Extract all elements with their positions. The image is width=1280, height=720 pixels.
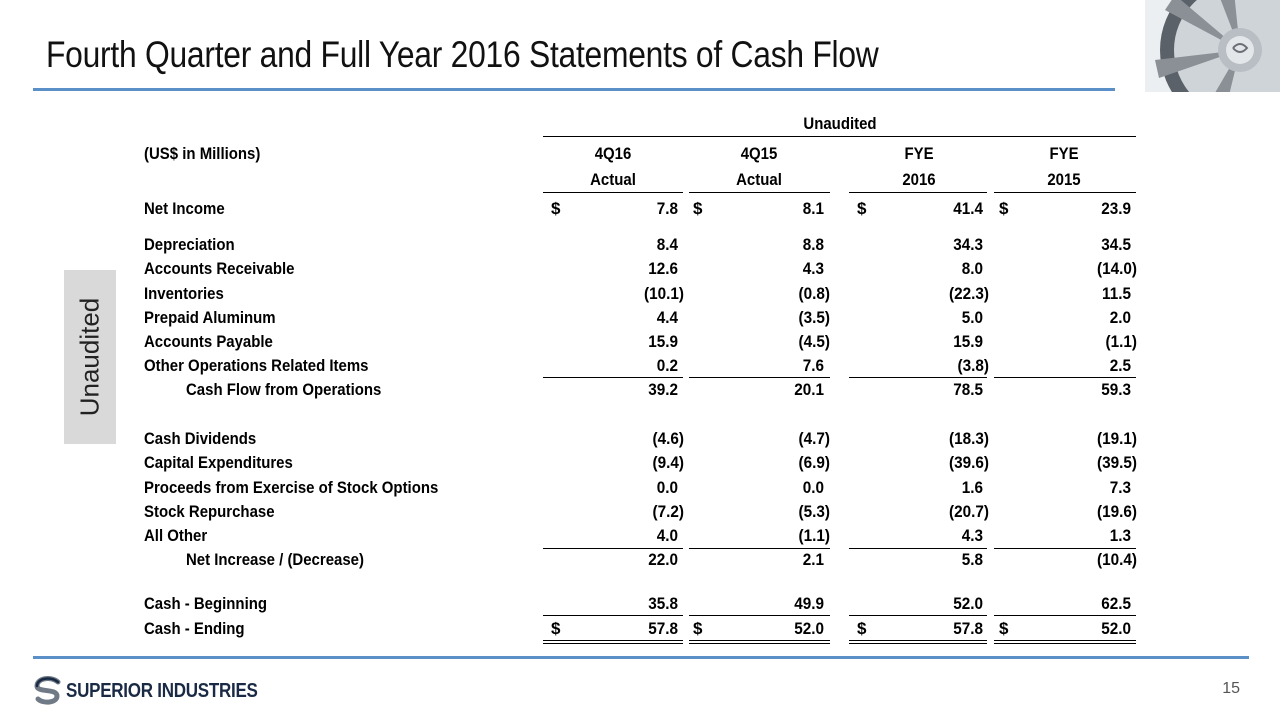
row-label: Other Operations Related Items — [144, 356, 369, 375]
column-header: FYE — [1049, 144, 1079, 163]
row-value: (1.1) — [1105, 332, 1137, 351]
subtotal-rule — [543, 548, 683, 549]
row-value: 4.0 — [656, 526, 678, 545]
row-value: 1.3 — [1109, 526, 1131, 545]
column-header: 4Q15 — [740, 144, 778, 163]
currency-symbol: $ — [857, 619, 867, 638]
row-value: 7.3 — [1109, 478, 1131, 497]
subtotal-rule — [849, 377, 987, 378]
header-underline — [543, 192, 683, 193]
row-value: (10.1) — [644, 284, 684, 303]
row-value: (4.7) — [798, 429, 830, 448]
row-value: 41.4 — [953, 199, 983, 218]
subtotal-rule — [689, 377, 830, 378]
row-label: Accounts Receivable — [144, 259, 295, 278]
subtotal-rule — [994, 377, 1136, 378]
row-value: 62.5 — [1101, 594, 1131, 613]
currency-symbol: $ — [999, 619, 1009, 638]
subtotal-rule — [543, 377, 683, 378]
row-value: 4.3 — [961, 526, 983, 545]
row-value: (18.3) — [949, 429, 989, 448]
row-label: Accounts Payable — [144, 332, 273, 351]
row-value: 8.1 — [802, 199, 824, 218]
row-value: (3.8) — [957, 356, 989, 375]
header-underline — [689, 192, 830, 193]
row-value: (10.4) — [1097, 550, 1137, 569]
row-value: 34.3 — [953, 235, 983, 254]
subtotal-rule — [689, 548, 830, 549]
currency-symbol: $ — [857, 199, 867, 218]
row-value: 8.8 — [802, 235, 824, 254]
currency-symbol: $ — [693, 619, 703, 638]
row-value: 2.0 — [1109, 308, 1131, 327]
footer-divider — [33, 656, 1249, 659]
row-value: 34.5 — [1101, 235, 1131, 254]
row-value: (39.5) — [1097, 453, 1137, 472]
row-value: 2.1 — [802, 550, 824, 569]
total-rule — [994, 615, 1136, 616]
row-value: (4.5) — [798, 332, 830, 351]
row-value: 2.5 — [1109, 356, 1131, 375]
row-label: Cash Flow from Operations — [186, 380, 382, 399]
row-value: (0.8) — [798, 284, 830, 303]
side-label: Unaudited — [74, 297, 105, 417]
row-value: (20.7) — [949, 502, 989, 521]
row-value: 23.9 — [1101, 199, 1131, 218]
row-label: Cash Dividends — [144, 429, 257, 448]
row-label: Capital Expenditures — [144, 453, 293, 472]
total-rule — [689, 615, 830, 616]
page-title: Fourth Quarter and Full Year 2016 Statements of Cash Flow — [46, 34, 879, 75]
currency-symbol: $ — [999, 199, 1009, 218]
row-value: 57.8 — [953, 619, 983, 638]
double-underline — [994, 640, 1136, 644]
row-value: 1.6 — [961, 478, 983, 497]
column-header: 4Q16 — [594, 144, 632, 163]
superior-logo-icon — [33, 676, 63, 706]
row-value: 4.3 — [802, 259, 824, 278]
row-value: (7.2) — [652, 502, 684, 521]
row-value: 15.9 — [953, 332, 983, 351]
header-underline — [994, 192, 1136, 193]
row-value: 49.9 — [794, 594, 824, 613]
row-label: Proceeds from Exercise of Stock Options — [144, 478, 439, 497]
subtotal-rule — [994, 548, 1136, 549]
currency-symbol: $ — [551, 619, 561, 638]
column-header: 2015 — [1047, 170, 1081, 189]
row-label: Stock Repurchase — [144, 502, 275, 521]
row-value: 57.8 — [648, 619, 678, 638]
row-value: 0.0 — [802, 478, 824, 497]
title-divider — [33, 88, 1115, 91]
row-value: 15.9 — [648, 332, 678, 351]
row-value: 59.3 — [1101, 380, 1131, 399]
units-label: (US$ in Millions) — [144, 144, 261, 163]
row-value: 7.8 — [656, 199, 678, 218]
row-label: Net Income — [144, 199, 225, 218]
row-value: 52.0 — [1101, 619, 1131, 638]
row-value: 52.0 — [953, 594, 983, 613]
column-header: Actual — [736, 170, 782, 189]
row-value: 4.4 — [656, 308, 678, 327]
row-value: 39.2 — [648, 380, 678, 399]
column-header: FYE — [904, 144, 934, 163]
row-label: Prepaid Aluminum — [144, 308, 276, 327]
company-name: SUPERIOR INDUSTRIES — [66, 680, 258, 702]
total-rule — [849, 615, 987, 616]
row-label: Inventories — [144, 284, 224, 303]
row-value: (19.1) — [1097, 429, 1137, 448]
row-value: 20.1 — [794, 380, 824, 399]
row-value: 7.6 — [802, 356, 824, 375]
total-rule — [543, 615, 683, 616]
row-value: (14.0) — [1097, 259, 1137, 278]
column-header: Actual — [590, 170, 636, 189]
row-value: 5.0 — [961, 308, 983, 327]
page-number: 15 — [1222, 680, 1240, 697]
row-label: Cash - Ending — [144, 619, 245, 638]
row-value: (3.5) — [798, 308, 830, 327]
row-value: 11.5 — [1102, 284, 1131, 303]
row-value: (9.4) — [652, 453, 684, 472]
row-value: 8.4 — [656, 235, 678, 254]
row-value: (4.6) — [652, 429, 684, 448]
row-label: Net Increase / (Decrease) — [186, 550, 364, 569]
row-label: All Other — [144, 526, 208, 545]
row-value: (1.1) — [798, 526, 830, 545]
row-value: 8.0 — [961, 259, 983, 278]
row-label: Cash - Beginning — [144, 594, 268, 613]
row-value: 78.5 — [953, 380, 983, 399]
group-header: Unaudited — [803, 114, 877, 133]
row-value: 52.0 — [794, 619, 824, 638]
double-underline — [543, 640, 683, 644]
row-value: (19.6) — [1097, 502, 1137, 521]
double-underline — [689, 640, 830, 644]
column-header: 2016 — [902, 170, 936, 189]
row-value: 0.2 — [656, 356, 678, 375]
row-value: 0.0 — [656, 478, 678, 497]
row-value: 12.6 — [648, 259, 678, 278]
row-value: 35.8 — [648, 594, 678, 613]
currency-symbol: $ — [551, 199, 561, 218]
header-underline — [849, 192, 987, 193]
subtotal-rule — [849, 548, 987, 549]
currency-symbol: $ — [693, 199, 703, 218]
row-value: (39.6) — [949, 453, 989, 472]
row-value: 22.0 — [648, 550, 678, 569]
row-value: 5.8 — [961, 550, 983, 569]
wheel-image — [1145, 0, 1280, 92]
row-label: Depreciation — [144, 235, 235, 254]
double-underline — [849, 640, 987, 644]
group-header-rule — [543, 136, 1136, 137]
row-value: (5.3) — [798, 502, 830, 521]
row-value: (22.3) — [949, 284, 989, 303]
row-value: (6.9) — [798, 453, 830, 472]
